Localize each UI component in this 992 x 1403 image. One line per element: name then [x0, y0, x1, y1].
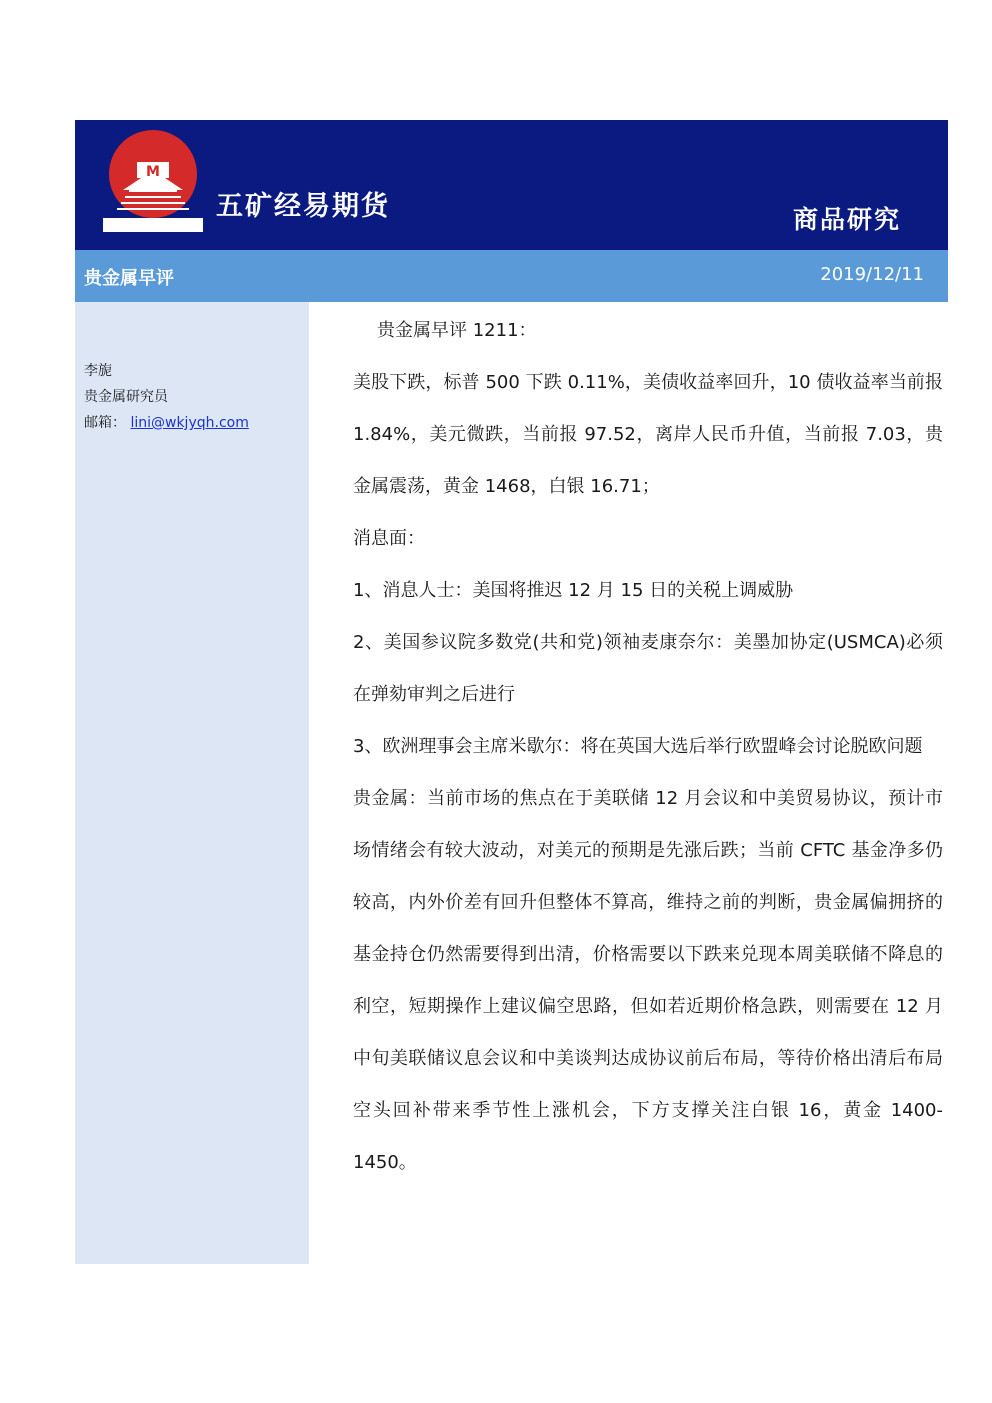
company-name: 五矿经易期货 [216, 191, 390, 222]
author-sidebar [75, 302, 309, 1264]
author-role: 贵金属研究员 [84, 389, 168, 405]
report-subheader [75, 250, 948, 302]
section-title: 商品研究 [793, 205, 902, 234]
news-item: 3、欧洲理事会主席米歇尔：将在英国大选后举行欧盟峰会讨论脱欧问题 [353, 736, 923, 757]
report-body [353, 305, 943, 1189]
news-heading: 消息面： [353, 528, 425, 549]
email-label: 邮箱： [84, 415, 126, 431]
author-name: 李旎 [84, 363, 112, 379]
author-info [84, 358, 249, 436]
report-date: 2019/12/11 [820, 264, 924, 285]
analysis-paragraph: 贵金属：当前市场的焦点在于美联储 12 月会议和中美贸易协议，预计市场情绪会有较大波动，对美元的预期是先涨后跌；当前 CFTC 基金净多仍较高，内外价差有回升但整体不算高，维持之前的判断，贵金属偏拥挤的基金持仓仍然需要得到出清，价格需要以下跌来兑现本周美联储不降息的利空，短期操作上建议偏空思路，但如若近期价格急跌，则需要在 12 月中旬美联储议息会议和中美谈判达成协议前后布局，等待价格出清后布局空头回补带来季节性上涨机会，下方支撑关注白银 16，黄金 1400-1450。 [353, 788, 943, 1173]
svg-text:M: M [146, 164, 160, 180]
author-email-row [84, 410, 249, 436]
report-title: 贵金属早评 [84, 268, 174, 289]
news-item: 1、消息人士：美国将推迟 12 月 15 日的关税上调威胁 [353, 580, 794, 601]
report-header [75, 120, 948, 250]
email-link[interactable]: lini@wkjyqh.com [130, 415, 249, 431]
news-item: 2、美国参议院多数党(共和党)领袖麦康奈尔：美墨加协定(USMCA)必须在弹劾审判之后进行 [353, 632, 943, 705]
minmetals-logo [103, 130, 203, 234]
market-summary: 美股下跌，标普 500 下跌 0.11%，美债收益率回升，10 债收益率当前报 1.84%，美元微跌，当前报 97.52，离岸人民币升值，当前报 7.03，贵金属震荡，黄金 1468，白银 16.71； [353, 372, 943, 497]
body-title: 贵金属早评 1211： [377, 320, 537, 341]
